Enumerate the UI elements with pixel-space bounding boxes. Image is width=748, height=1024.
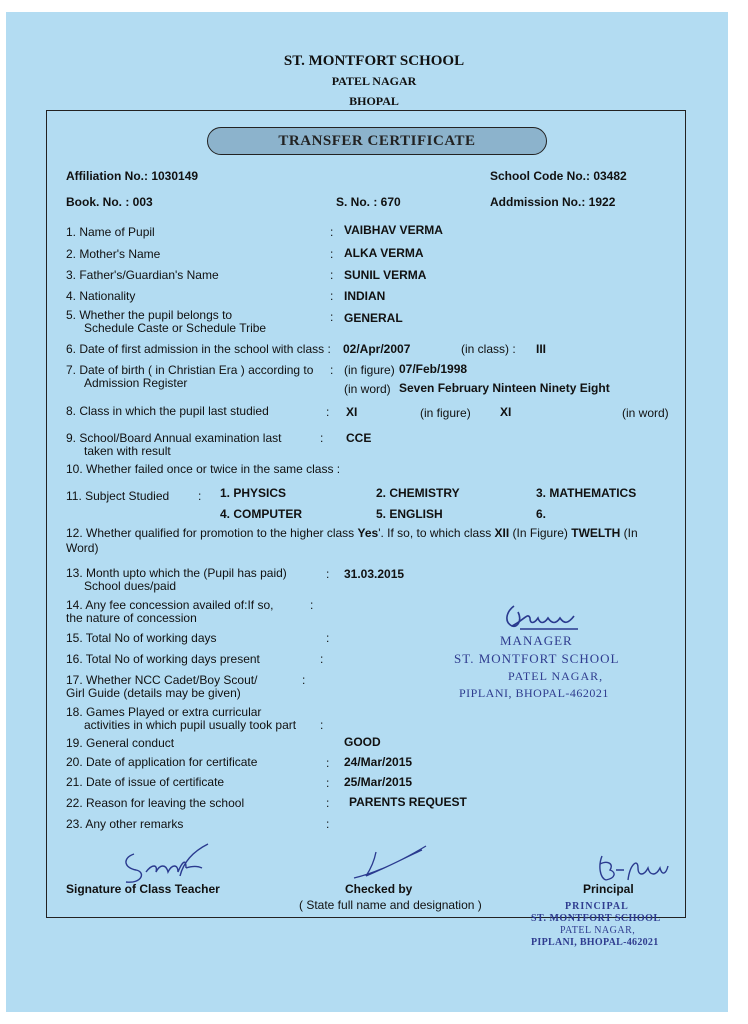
subject-5: 5. ENGLISH xyxy=(376,507,443,521)
item-9-label-cont: taken with result xyxy=(84,444,171,458)
principal-label: Principal xyxy=(583,882,634,896)
class-teacher-label: Signature of Class Teacher xyxy=(66,882,220,896)
subject-3: 3. MATHEMATICS xyxy=(536,486,637,500)
principal-stamp-school: ST. MONTFORT SCHOOL xyxy=(531,913,661,924)
item-4-label: 4. Nationality xyxy=(66,289,136,303)
category: GENERAL xyxy=(344,311,403,325)
colon: : xyxy=(198,489,202,503)
colon: : xyxy=(330,310,334,324)
colon: : xyxy=(330,268,334,282)
principal-stamp-title: PRINCIPAL xyxy=(565,901,629,912)
colon: : xyxy=(302,673,306,687)
item-13-label-cont: School dues/paid xyxy=(84,579,177,593)
colon: : xyxy=(320,431,324,445)
colon: : xyxy=(326,631,330,645)
admission-date: 02/Apr/2007 xyxy=(343,342,411,356)
colon: : xyxy=(310,598,314,612)
item-10-label: 10. Whether failed once or twice in the same class : xyxy=(66,462,341,476)
subject-1: 1. PHYSICS xyxy=(220,486,287,500)
in-word-label: (in word) xyxy=(622,406,669,420)
item-16-label: 16. Total No of working days present xyxy=(66,652,260,666)
checked-by-label: Checked by xyxy=(345,882,413,896)
manager-signature xyxy=(500,602,590,632)
item-15-label: 15. Total No of working days xyxy=(66,631,217,645)
item-6-label: 6. Date of first admission in the school with class : xyxy=(66,342,331,356)
last-class-figure: XI xyxy=(346,405,358,419)
in-word-label: (in word) xyxy=(344,382,391,396)
application-date: 24/Mar/2015 xyxy=(344,755,413,769)
subject-6: 6. xyxy=(536,507,547,521)
item-22-label: 22. Reason for leaving the school xyxy=(66,796,245,810)
item-14-label-cont: the nature of concession xyxy=(66,611,197,625)
item-9-label: 9. School/Board Annual examination last xyxy=(66,431,282,445)
item-17-label: 17. Whether NCC Cadet/Boy Scout/ xyxy=(66,673,258,687)
item-14-label: 14. Any fee concession availed of:If so, xyxy=(66,598,274,612)
school-area: PATEL NAGAR xyxy=(331,74,417,88)
item-17-label-cont: Girl Guide (details may be given) xyxy=(66,686,241,700)
manager-stamp-school: ST. MONTFORT SCHOOL xyxy=(454,651,620,666)
item-12-text-cont: Word) xyxy=(66,541,99,555)
school-code: School Code No.: 03482 xyxy=(490,169,627,183)
item-3-label: 3. Father's/Guardian's Name xyxy=(66,268,219,282)
item-7-label: 7. Date of birth ( in Christian Era ) according to xyxy=(66,363,314,377)
affiliation-number: Affiliation No.: 1030149 xyxy=(66,169,199,183)
colon: : xyxy=(330,247,334,261)
father-name: SUNIL VERMA xyxy=(344,268,427,282)
colon: : xyxy=(326,567,330,581)
manager-stamp-city: PIPLANI, BHOPAL-462021 xyxy=(459,686,609,700)
item-5-label-cont: Schedule Caste or Schedule Tribe xyxy=(84,321,267,335)
colon: : xyxy=(330,225,334,239)
item-2-label: 2. Mother's Name xyxy=(66,247,161,261)
checked-by-signature xyxy=(350,844,430,884)
mother-name: ALKA VERMA xyxy=(344,246,424,260)
certificate-title: TRANSFER CERTIFICATE xyxy=(207,127,547,155)
in-figure-label: (in figure) xyxy=(420,406,471,420)
subject-2: 2. CHEMISTRY xyxy=(376,486,460,500)
leaving-reason: PARENTS REQUEST xyxy=(349,795,467,809)
manager-stamp-title: MANAGER xyxy=(500,633,573,648)
in-figure-label: (in figure) xyxy=(344,363,395,377)
item-7-label-cont: Admission Register xyxy=(84,376,188,390)
colon: : xyxy=(326,796,330,810)
book-number: Book. No. : 003 xyxy=(66,195,153,209)
principal-stamp-area: PATEL NAGAR, xyxy=(560,925,636,936)
item-1-label: 1. Name of Pupil xyxy=(66,225,155,239)
colon: : xyxy=(326,756,330,770)
item-13-label: 13. Month upto which the (Pupil has paid) xyxy=(66,566,287,580)
item-23-label: 23. Any other remarks xyxy=(66,817,184,831)
colon: : xyxy=(330,289,334,303)
item-21-label: 21. Date of issue of certificate xyxy=(66,775,225,789)
item-19-label: 19. General conduct xyxy=(66,736,175,750)
last-class-word: XI xyxy=(500,405,512,419)
item-8-label: 8. Class in which the pupil last studied xyxy=(66,404,269,418)
colon: : xyxy=(326,405,330,419)
item-18-label-cont: activities in which pupil usually took part xyxy=(84,718,297,732)
issue-date: 25/Mar/2015 xyxy=(344,775,413,789)
item-11-label: 11. Subject Studied xyxy=(66,489,170,503)
checked-by-note: ( State full name and designation ) xyxy=(299,898,482,912)
item-18-label: 18. Games Played or extra curricular xyxy=(66,705,262,719)
colon: : xyxy=(320,652,324,666)
admission-class: III xyxy=(536,342,547,356)
colon: : xyxy=(326,817,330,831)
school-city: BHOPAL xyxy=(349,94,399,108)
serial-number: S. No. : 670 xyxy=(336,195,401,209)
colon: : xyxy=(330,363,334,377)
dob-figure: 07/Feb/1998 xyxy=(399,362,468,376)
exam-result: CCE xyxy=(346,431,372,445)
nationality: INDIAN xyxy=(344,289,386,303)
colon: : xyxy=(320,718,324,732)
in-class-label: (in class) : xyxy=(461,342,516,356)
dues-paid-upto: 31.03.2015 xyxy=(344,567,405,581)
item-20-label: 20. Date of application for certificate xyxy=(66,755,258,769)
item-5-label: 5. Whether the pupil belongs to xyxy=(66,308,233,322)
item-12-text: 12. Whether qualified for promotion to the higher class Yes'. If so, to which class XII (In Figure) TWELTH (In xyxy=(66,526,638,540)
admission-number: Addmission No.: 1922 xyxy=(490,195,616,209)
subject-4: 4. COMPUTER xyxy=(220,507,303,521)
manager-stamp-area: PATEL NAGAR, xyxy=(508,669,604,683)
pupil-name: VAIBHAV VERMA xyxy=(344,223,443,237)
principal-stamp-city: PIPLANI, BHOPAL-462021 xyxy=(531,937,659,948)
general-conduct: GOOD xyxy=(344,735,381,749)
school-name: ST. MONTFORT SCHOOL xyxy=(283,53,465,69)
colon: : xyxy=(326,776,330,790)
dob-words: Seven February Ninteen Ninety Eight xyxy=(399,381,610,395)
